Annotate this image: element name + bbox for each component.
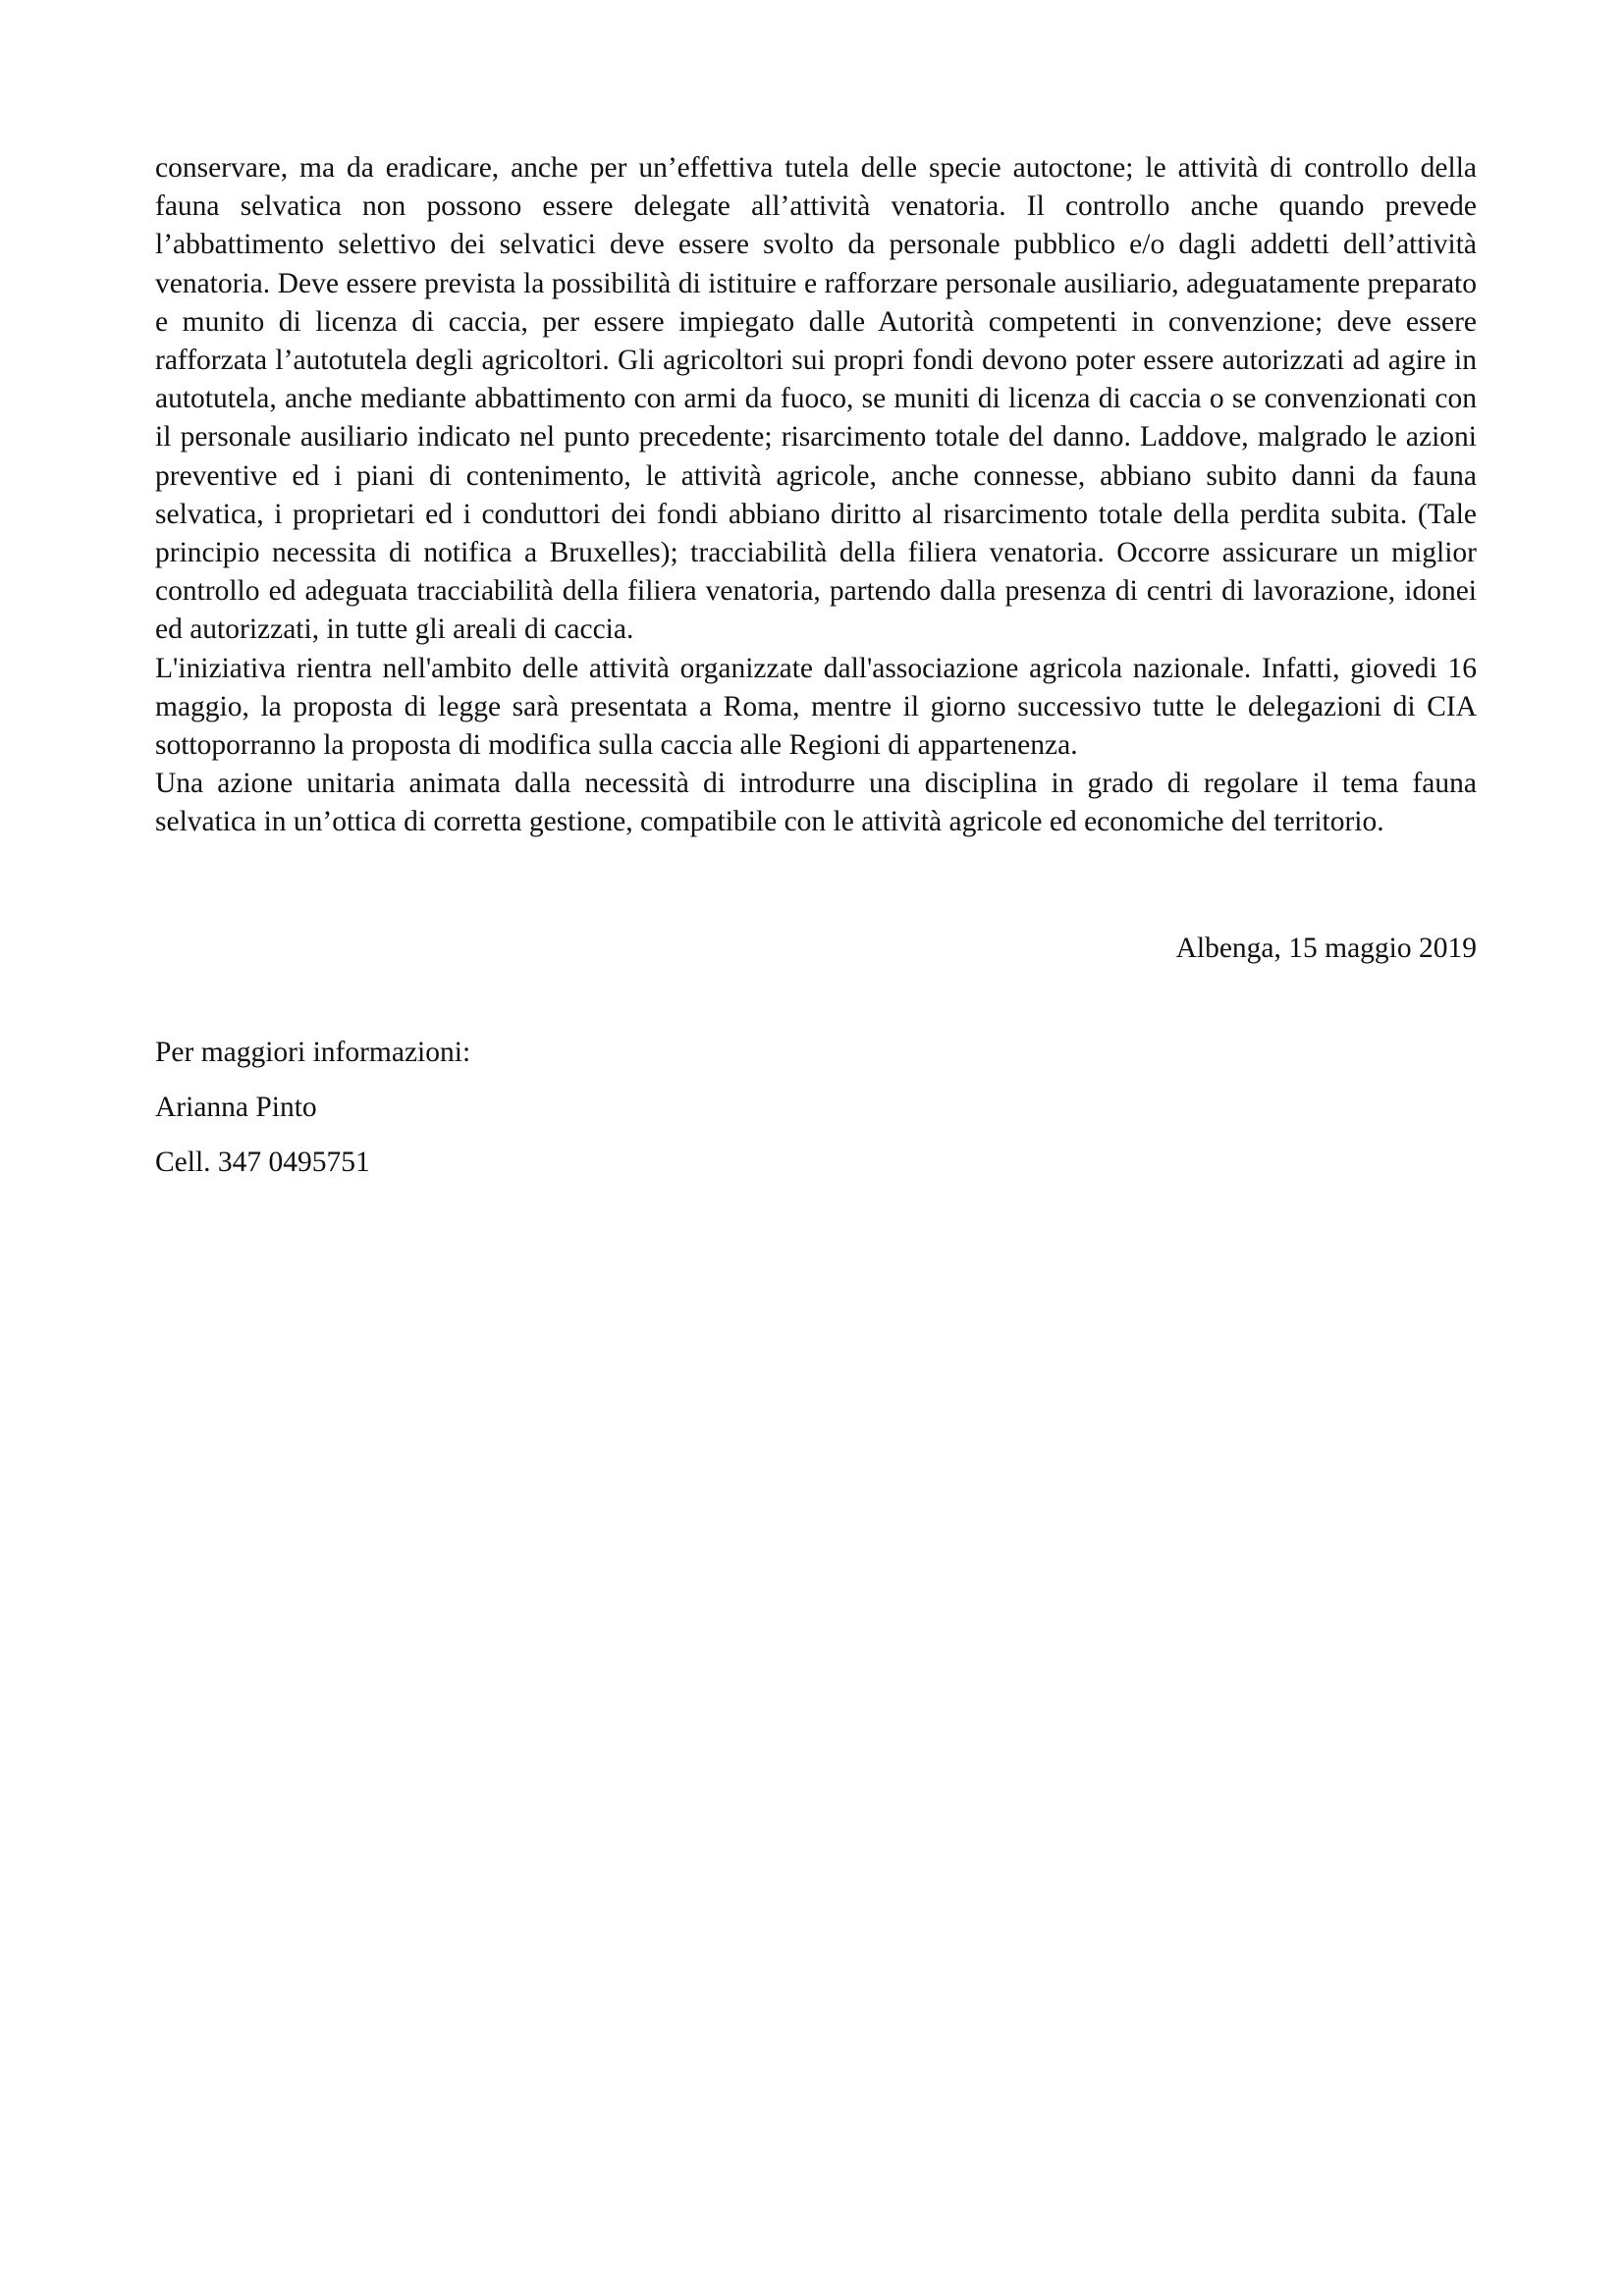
contact-phone: Cell. 347 0495751 <box>155 1147 370 1178</box>
body-text <box>155 149 1477 842</box>
date-place: Albenga, 15 maggio 2019 <box>1175 933 1477 964</box>
paragraph-3: Una azione unitaria animata dalla necessità di introdurre una disciplina in grado di regolare il tema fauna selvatica in un’ottica di corretta gestione, compatibile con le attività agricole ed economiche del territorio. <box>155 768 1477 838</box>
paragraph-1: conservare, ma da eradicare, anche per un’effettiva tutela delle specie autoctone; le attività di controllo della fauna selvatica non possono essere delegate all’attività venatoria. Il controllo anche quando prevede l’abbattimento selettivo dei selvatici deve essere svolto da personale pubblico e/o dagli addetti dell’attività venatoria. Deve essere prevista la possibilità di istituire e rafforzare personale ausiliario, adeguatamente preparato e munito di licenza di caccia, per essere impiegato dalle Autorità competenti in convenzione; deve essere rafforzata l’autotutela degli agricoltori. Gli agricoltori sui propri fondi devono poter essere autorizzati ad agire in autotutela, anche mediante abbattimento con armi da fuoco, se muniti di licenza di caccia o se convenzionati con il personale ausiliario indicato nel punto precedente; risarcimento totale del danno. Laddove, malgrado le azioni preventive ed i piani di contenimento, le attività agricole, anche connesse, abbiano subito danni da fauna selvatica, i proprietari ed i conduttori dei fondi abbiano diritto al risarcimento totale della perdita subita. (Tale principio necessita di notifica a Bruxelles); tracciabilità della filiera venatoria. Occorre assicurare un miglior controllo ed adeguata tracciabilità della filiera venatoria, partendo dalla presenza di centri di lavorazione, idonei ed autorizzati, in tutte gli areali di caccia. <box>155 152 1477 646</box>
contact-block <box>155 1033 941 1198</box>
contact-name: Arianna Pinto <box>155 1092 317 1123</box>
paragraph-2: L'iniziativa rientra nell'ambito delle attività organizzate dall'associazione agricola nazionale. Infatti, giovedi 16 maggio, la proposta di legge sarà presentata a Roma, mentre il giorno successivo tutte le delegazioni di CIA sottoporranno la proposta di modifica sulla caccia alle Regioni di appartenenza. <box>155 652 1477 762</box>
contact-heading: Per maggiori informazioni: <box>155 1037 471 1068</box>
